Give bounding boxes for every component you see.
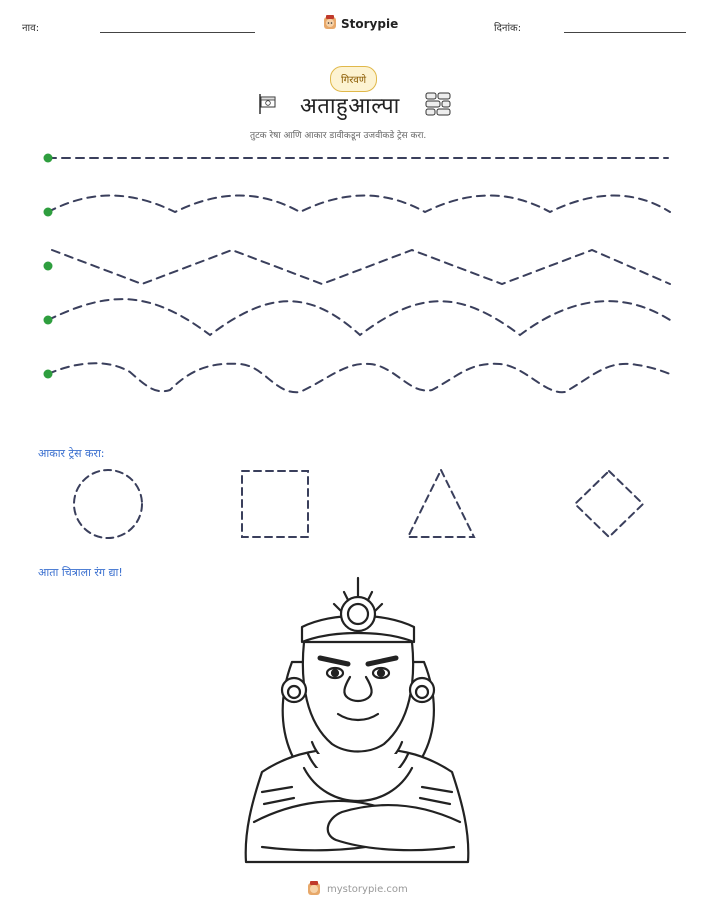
coloring-heading: आता चित्राला रंग द्या!	[38, 566, 123, 579]
instructions: तुटक रेषा आणि आकार डावीकडून उजवीकडे ट्रेस करा.	[250, 131, 427, 141]
start-dot-3	[44, 262, 53, 271]
date-line[interactable]	[564, 32, 686, 33]
brand-header	[323, 14, 398, 33]
category-badge: गिरवणे	[330, 66, 377, 92]
brand-name: Storypie	[341, 16, 399, 31]
trace-circle	[74, 470, 142, 538]
trace-shapes	[0, 465, 709, 545]
trace-triangle	[408, 470, 474, 537]
tracing-lines	[0, 140, 709, 400]
trace-line-wave-1	[48, 196, 670, 213]
start-dot-4	[44, 316, 53, 325]
trace-square	[242, 471, 308, 537]
start-dot-1	[44, 154, 53, 163]
flag-icon	[258, 93, 278, 119]
start-dot-5	[44, 370, 53, 379]
shapes-heading: आकार ट्रेस करा:	[38, 447, 105, 460]
coloring-illustration[interactable]	[232, 572, 482, 862]
footer-logo-icon	[307, 880, 321, 899]
name-label: नाव:	[22, 23, 40, 34]
storypie-logo-icon	[323, 14, 337, 33]
date-label: दिनांक:	[494, 23, 522, 34]
stone-wall-icon	[425, 92, 451, 120]
trace-line-zigzag	[52, 250, 670, 284]
trace-line-wave-2	[48, 299, 670, 335]
start-dot-2	[44, 208, 53, 217]
footer-site[interactable]: mystorypie.com	[327, 884, 408, 895]
name-line[interactable]	[100, 32, 255, 33]
footer	[307, 880, 408, 899]
trace-line-wave-3	[48, 363, 670, 392]
trace-diamond	[575, 471, 643, 537]
page-title: अताहुआल्पा	[300, 94, 400, 119]
